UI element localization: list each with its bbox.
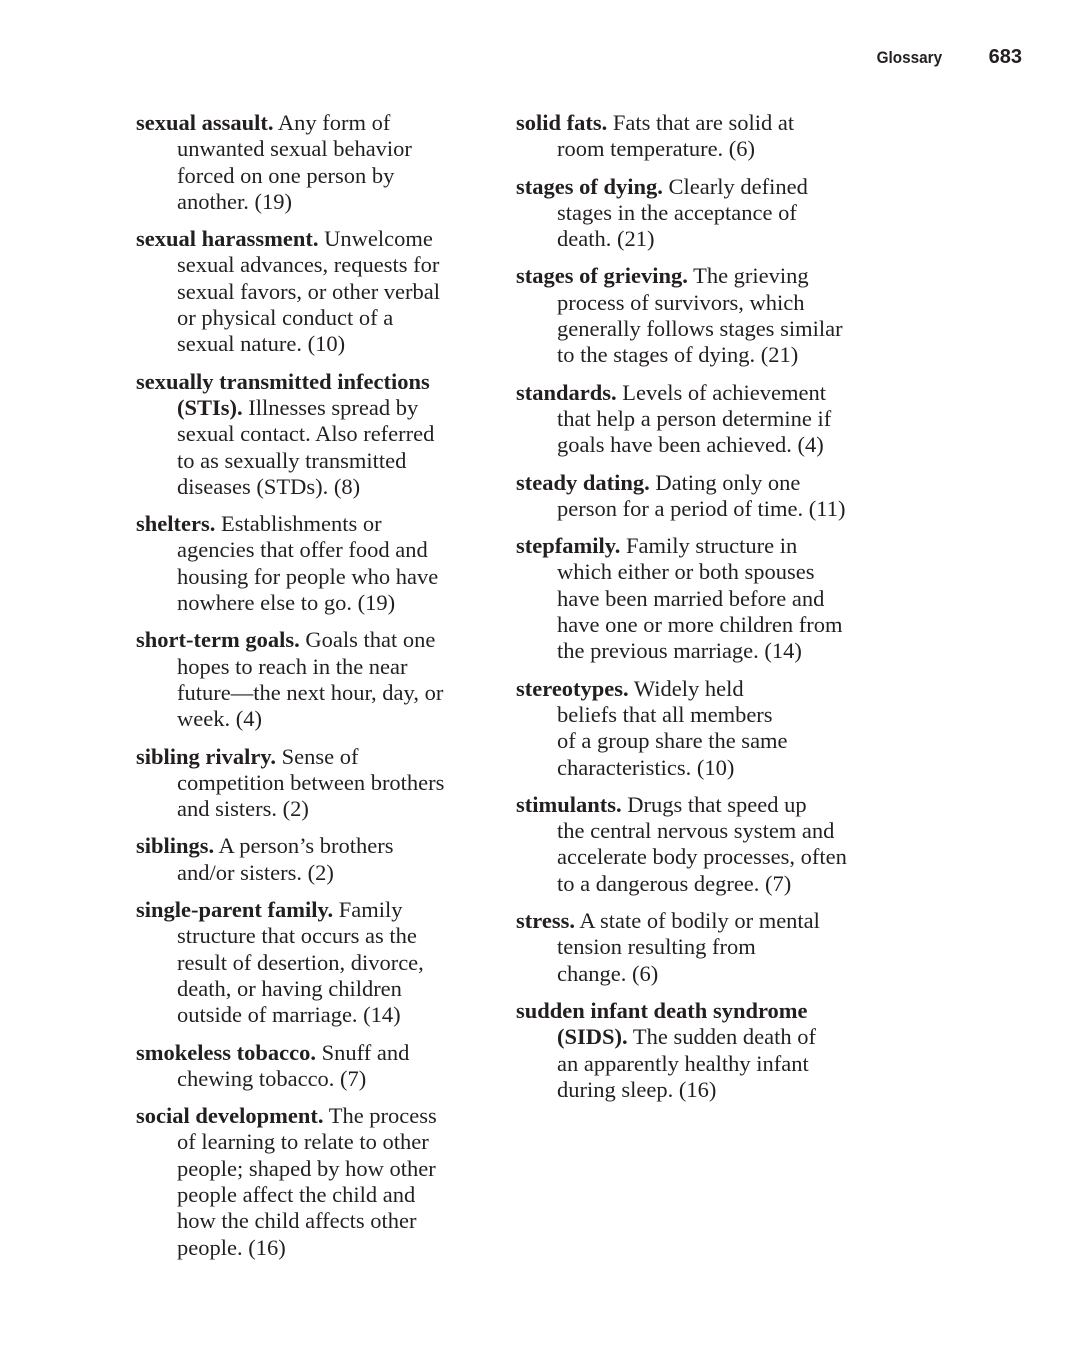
definition-line: The sudden death of	[627, 1024, 816, 1050]
glossary-entry	[516, 998, 876, 1103]
definition-line: people; shaped by how other	[177, 1155, 436, 1181]
glossary-entry	[516, 908, 876, 987]
definition-line: during sleep. (16)	[557, 1076, 717, 1102]
definition-line: nowhere else to go. (19)	[177, 590, 396, 616]
glossary-term: stereotypes.	[516, 675, 629, 701]
definition-line: sexual advances, requests for	[177, 252, 440, 278]
definition-line: to the stages of dying. (21)	[557, 342, 799, 368]
glossary-term: stress.	[516, 908, 575, 934]
glossary-entry	[136, 897, 496, 1028]
definition-line: Dating only one	[649, 469, 801, 495]
glossary-term: stimulants.	[516, 791, 622, 817]
glossary-entry	[136, 369, 496, 500]
definition-line: Unwelcome	[318, 226, 433, 252]
definition-line: the central nervous system and	[557, 818, 835, 844]
glossary-entry	[516, 174, 876, 253]
definition-line: accelerate body processes, often	[557, 844, 847, 870]
definition-line: an apparently healthy infant	[557, 1050, 809, 1076]
definition-line: Snuff and	[315, 1039, 410, 1065]
definition-line: outside of marriage. (14)	[177, 1002, 401, 1028]
definition-line: Clearly defined	[662, 173, 808, 199]
glossary-column-left	[136, 110, 496, 1272]
definition-line: Widely held	[628, 675, 744, 701]
glossary-term: short-term goals.	[136, 627, 300, 653]
glossary-term: sexual assault.	[136, 110, 274, 135]
definition-line: diseases (STDs). (8)	[177, 473, 361, 499]
glossary-term: steady dating.	[516, 469, 650, 495]
definition-line: sexual favors, or other verbal	[177, 278, 441, 304]
glossary-term: sexual harassment.	[136, 226, 319, 252]
definition-line: Sense of	[276, 743, 359, 769]
glossary-term: standards.	[516, 379, 617, 405]
definition-line: or physical conduct of a	[177, 305, 394, 331]
definition-line: person for a period of time. (11)	[557, 495, 846, 521]
definition-line: future—the next hour, day, or	[177, 679, 444, 705]
definition-line: Levels of achievement	[616, 379, 826, 405]
definition-line: unwanted sexual behavior	[177, 136, 412, 162]
glossary-entry	[136, 627, 496, 732]
definition-line: chewing tobacco. (7)	[177, 1065, 367, 1091]
definition-line: tension resulting from	[557, 934, 756, 960]
glossary-term-line: sudden infant death syndrome	[516, 997, 808, 1023]
definition-line: have been married before and	[557, 585, 825, 611]
definition-line: another. (19)	[177, 188, 292, 214]
definition-line: people affect the child and	[177, 1181, 416, 1207]
definition-line: agencies that offer food and	[177, 537, 428, 563]
glossary-entry	[136, 744, 496, 823]
glossary-entry	[516, 110, 876, 163]
definition-line: have one or more children from	[557, 612, 843, 638]
definition-line: competition between brothers	[177, 769, 445, 795]
definition-line: room temperature. (6)	[557, 136, 756, 162]
definition-line: Illnesses spread by	[242, 394, 419, 420]
definition-line: sexual contact. Also referred	[177, 421, 435, 447]
definition-line: process of survivors, which	[557, 289, 805, 315]
glossary-term: single-parent family.	[136, 897, 334, 923]
glossary-entry	[516, 676, 876, 781]
definition-line: death. (21)	[557, 226, 655, 252]
glossary-term-line: sexually transmitted infections	[136, 368, 430, 394]
definition-line: beliefs that all members	[557, 701, 773, 727]
definition-line: the previous marriage. (14)	[557, 638, 802, 664]
definition-line: Any form of	[273, 110, 391, 135]
definition-line: week. (4)	[177, 706, 262, 732]
glossary-entry	[516, 533, 876, 664]
page-number: 683	[988, 46, 1022, 68]
definition-line: Drugs that speed up	[621, 791, 807, 817]
glossary-entry	[136, 110, 496, 215]
definition-line: result of desertion, divorce,	[177, 949, 424, 975]
definition-line: stages in the acceptance of	[557, 199, 797, 225]
glossary-entry	[516, 792, 876, 897]
glossary-entry	[516, 263, 876, 368]
glossary-term: smokeless tobacco.	[136, 1039, 316, 1065]
definition-line: death, or having children	[177, 975, 402, 1001]
definition-line: and/or sisters. (2)	[177, 859, 334, 885]
definition-line: generally follows stages similar	[557, 316, 843, 342]
definition-line: of learning to relate to other	[177, 1129, 429, 1155]
definition-line: of a group share the same	[557, 728, 788, 754]
definition-line: to a dangerous degree. (7)	[557, 870, 792, 896]
definition-line: change. (6)	[557, 960, 659, 986]
glossary-entry	[136, 1040, 496, 1093]
glossary-term-line: (SIDS).	[557, 1024, 628, 1050]
section-title: Glossary	[877, 48, 943, 67]
definition-line: Establishments or	[215, 511, 382, 537]
glossary-entry	[516, 470, 876, 523]
glossary-entry	[136, 511, 496, 616]
definition-line: The process	[323, 1103, 437, 1129]
running-header	[873, 46, 1022, 69]
glossary-entry	[136, 1103, 496, 1261]
glossary-entry	[136, 226, 496, 357]
definition-line: and sisters. (2)	[177, 796, 309, 822]
definition-line: characteristics. (10)	[557, 754, 735, 780]
definition-line: A state of bodily or mental	[574, 908, 820, 934]
glossary-column-right	[516, 110, 876, 1114]
glossary-term: sibling rivalry.	[136, 743, 277, 769]
definition-line: to as sexually transmitted	[177, 447, 407, 473]
glossary-entry	[136, 833, 496, 886]
glossary-term: shelters.	[136, 511, 216, 537]
glossary-term: siblings.	[136, 833, 215, 859]
definition-line: structure that occurs as the	[177, 923, 417, 949]
definition-line: Family structure in	[620, 533, 798, 559]
definition-line: forced on one person by	[177, 162, 395, 188]
definition-line: Goals that one	[299, 627, 436, 653]
definition-line: people. (16)	[177, 1234, 286, 1260]
definition-line: sexual nature. (10)	[177, 331, 346, 357]
definition-line: Family	[333, 897, 403, 923]
definition-line: goals have been achieved. (4)	[557, 432, 824, 458]
definition-line: The grieving	[687, 263, 809, 289]
definition-line: that help a person determine if	[557, 405, 832, 431]
glossary-entry	[516, 380, 876, 459]
definition-line: hopes to reach in the near	[177, 653, 408, 679]
glossary-term: stages of dying.	[516, 173, 663, 199]
glossary-term: solid fats.	[516, 110, 608, 135]
definition-line: A person’s brothers	[214, 833, 394, 859]
glossary-term: stepfamily.	[516, 533, 621, 559]
glossary-term-line: (STIs).	[177, 394, 243, 420]
definition-line: Fats that are solid at	[607, 110, 795, 135]
glossary-term: stages of grieving.	[516, 263, 688, 289]
definition-line: housing for people who have	[177, 563, 439, 589]
glossary-term: social development.	[136, 1103, 324, 1129]
definition-line: how the child affects other	[177, 1208, 417, 1234]
definition-line: which either or both spouses	[557, 559, 815, 585]
